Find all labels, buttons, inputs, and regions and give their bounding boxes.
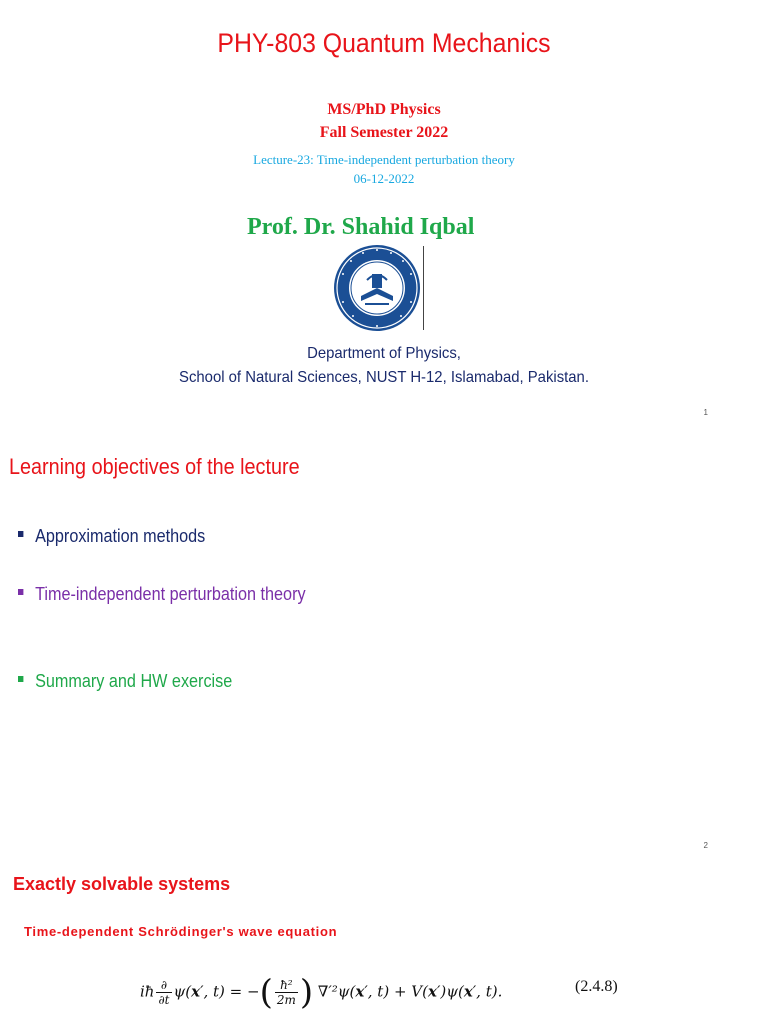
page-number: 2 bbox=[703, 841, 708, 850]
equation-body: iħ $\frac{\partial}{\partial t}$ ψ(x′, t) = −( $\frac{\text{ħ²}}{2m}$ ) ∇′²ψ(x′, t) + V(x′)ψ(x′, t). bbox=[140, 972, 503, 1013]
professor-name: Prof. Dr. Shahid Iqbal bbox=[247, 214, 475, 240]
course-title: PHY-803 Quantum Mechanics bbox=[217, 28, 551, 58]
bullet-item bbox=[18, 584, 306, 605]
content-slide bbox=[0, 860, 768, 1024]
objectives-title: Learning objectives of the lecture bbox=[9, 454, 300, 479]
bullet-text: Summary and HW exercise bbox=[35, 671, 233, 691]
university-logo-icon bbox=[331, 244, 425, 332]
section-title: Exactly solvable systems bbox=[13, 874, 231, 894]
semester-label: Fall Semester 2022 bbox=[319, 124, 449, 141]
bullet-item bbox=[18, 526, 205, 547]
logo-divider bbox=[423, 246, 424, 330]
equation-number: (2.4.8) bbox=[575, 978, 618, 995]
lecture-title: Lecture-23: Time-independent perturbation theory bbox=[253, 152, 515, 167]
bullet-text: Approximation methods bbox=[35, 526, 206, 546]
bullet-square-icon bbox=[18, 589, 23, 595]
title-slide bbox=[0, 0, 768, 430]
bullet-item bbox=[18, 671, 232, 692]
school-address: School of Natural Sciences, NUST H-12, Islamabad, Pakistan. bbox=[179, 369, 589, 386]
program-label: MS/PhD Physics bbox=[327, 101, 441, 118]
lecture-date: 06-12-2022 bbox=[353, 171, 415, 186]
section-subtitle: Time-dependent Schrödinger's wave equation bbox=[24, 924, 338, 939]
page-number: 1 bbox=[703, 408, 708, 417]
bullet-text: Time-independent perturbation theory bbox=[35, 584, 306, 604]
department-label: Department of Physics, bbox=[307, 345, 461, 362]
bullet-square-icon bbox=[18, 531, 23, 537]
objectives-slide bbox=[0, 430, 768, 860]
schrodinger-equation bbox=[140, 960, 640, 1016]
bullet-square-icon bbox=[18, 676, 23, 682]
